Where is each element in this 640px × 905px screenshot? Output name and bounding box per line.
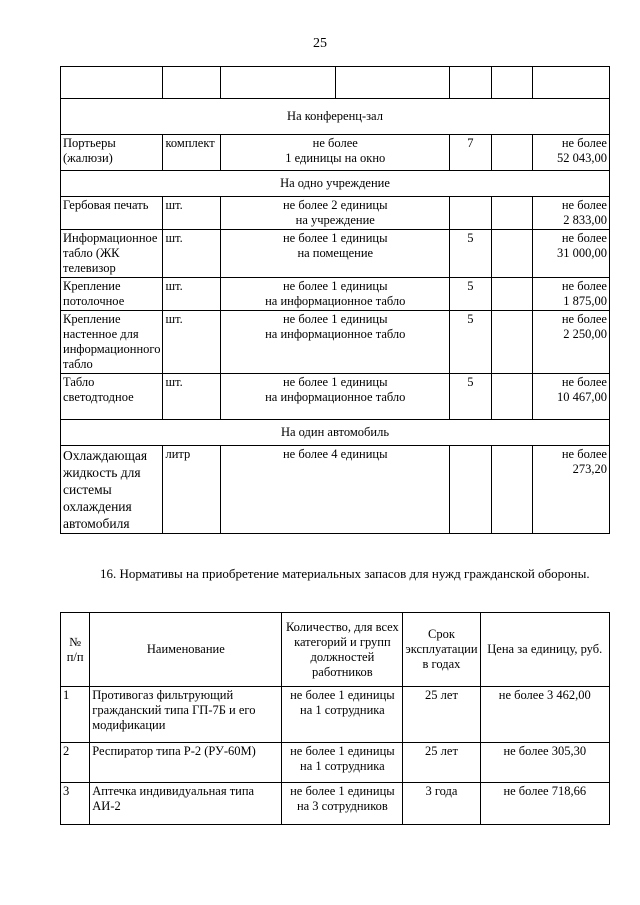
item-extra	[491, 374, 533, 420]
row-number: 2	[61, 743, 90, 783]
section-header-row	[61, 99, 610, 135]
item-row	[61, 278, 610, 311]
item-price: не более 2 833,00	[533, 197, 610, 230]
item-row	[61, 230, 610, 278]
item-unit: шт.	[163, 197, 221, 230]
item-years: 5	[450, 311, 492, 374]
item-unit: шт.	[163, 311, 221, 374]
col-name-header: Наименование	[90, 613, 282, 687]
section-16-paragraph: 16. Нормативы на приобретение материальных запасов для нужд гражданской обороны.	[100, 566, 590, 581]
row-name: Противогаз фильтрующий гражданский типа ГП-7Б и его модификации	[90, 687, 282, 743]
row-quantity: не более 1 единицы на 1 сотрудника	[282, 687, 403, 743]
item-price: не более 52 043,00	[533, 135, 610, 171]
row-quantity: не более 1 единицы на 1 сотрудника	[282, 743, 403, 783]
section-title: На одно учреждение	[61, 171, 610, 197]
item-row	[61, 135, 610, 171]
item-price: не более 2 250,00	[533, 311, 610, 374]
row-quantity: не более 1 единицы на 3 сотрудников	[282, 783, 403, 825]
item-extra	[491, 197, 533, 230]
item-years: 5	[450, 278, 492, 311]
item-row	[61, 446, 610, 534]
table2-header-row	[61, 613, 610, 687]
item-unit: шт.	[163, 230, 221, 278]
row-name: Респиратор типа Р-2 (РУ-60М)	[90, 743, 282, 783]
item-price: не более 273,20	[533, 446, 610, 534]
item-unit: комплект	[163, 135, 221, 171]
item-years: 5	[450, 230, 492, 278]
item-years: 5	[450, 374, 492, 420]
table2-row	[61, 687, 610, 743]
item-row	[61, 374, 610, 420]
item-quantity: не более 1 единицы на окно	[221, 135, 450, 171]
table2-row	[61, 743, 610, 783]
item-name: Охлаждающая жидкость для системы охлаждения автомобиля	[61, 446, 163, 534]
table2-row	[61, 783, 610, 825]
page-number: 25	[313, 36, 327, 51]
item-extra	[491, 278, 533, 311]
row-term: 25 лет	[403, 743, 480, 783]
item-years: 7	[450, 135, 492, 171]
col-term-header: Срок эксплуатации в годах	[403, 613, 480, 687]
item-years	[450, 197, 492, 230]
item-extra	[491, 446, 533, 534]
col-price-header: Цена за единицу, руб.	[480, 613, 609, 687]
item-unit: шт.	[163, 278, 221, 311]
item-row	[61, 197, 610, 230]
item-quantity: не более 1 единицы на информационное табло	[221, 311, 450, 374]
row-term: 3 года	[403, 783, 480, 825]
equipment-norms-table	[60, 66, 610, 534]
row-number: 1	[61, 687, 90, 743]
row-price: не более 718,66	[480, 783, 609, 825]
row-term: 25 лет	[403, 687, 480, 743]
item-quantity: не более 1 единицы на помещение	[221, 230, 450, 278]
item-name: Гербовая печать	[61, 197, 163, 230]
row-name: Аптечка индивидуальная типа АИ-2	[90, 783, 282, 825]
item-name: Крепление настенное для информационного табло	[61, 311, 163, 374]
col-number-header: № п/п	[61, 613, 90, 687]
item-quantity: не более 1 единицы на информационное табло	[221, 374, 450, 420]
row-number: 3	[61, 783, 90, 825]
row-price: не более 305,30	[480, 743, 609, 783]
item-unit: литр	[163, 446, 221, 534]
item-unit: шт.	[163, 374, 221, 420]
item-row	[61, 311, 610, 374]
section-title: На конференц-зал	[61, 99, 610, 135]
col-quantity-header: Количество, для всех категорий и групп должностей работников	[282, 613, 403, 687]
item-name: Портьеры (жалюзи)	[61, 135, 163, 171]
section-header-row	[61, 420, 610, 446]
item-quantity: не более 1 единицы на информационное табло	[221, 278, 450, 311]
header-numbering-row	[61, 67, 610, 99]
row-price: не более 3 462,00	[480, 687, 609, 743]
item-price: не более 1 875,00	[533, 278, 610, 311]
item-quantity: не более 4 единицы	[221, 446, 450, 534]
item-name: Табло светодтодное	[61, 374, 163, 420]
item-extra	[491, 311, 533, 374]
item-years	[450, 446, 492, 534]
item-name: Информационное табло (ЖК телевизор	[61, 230, 163, 278]
item-price: не более 31 000,00	[533, 230, 610, 278]
item-quantity: не более 2 единицы на учреждение	[221, 197, 450, 230]
section-title: На один автомобиль	[61, 420, 610, 446]
item-extra	[491, 230, 533, 278]
section-header-row	[61, 171, 610, 197]
item-extra	[491, 135, 533, 171]
civil-defense-table	[60, 612, 610, 825]
item-name: Крепление потолочное	[61, 278, 163, 311]
item-price: не более 10 467,00	[533, 374, 610, 420]
